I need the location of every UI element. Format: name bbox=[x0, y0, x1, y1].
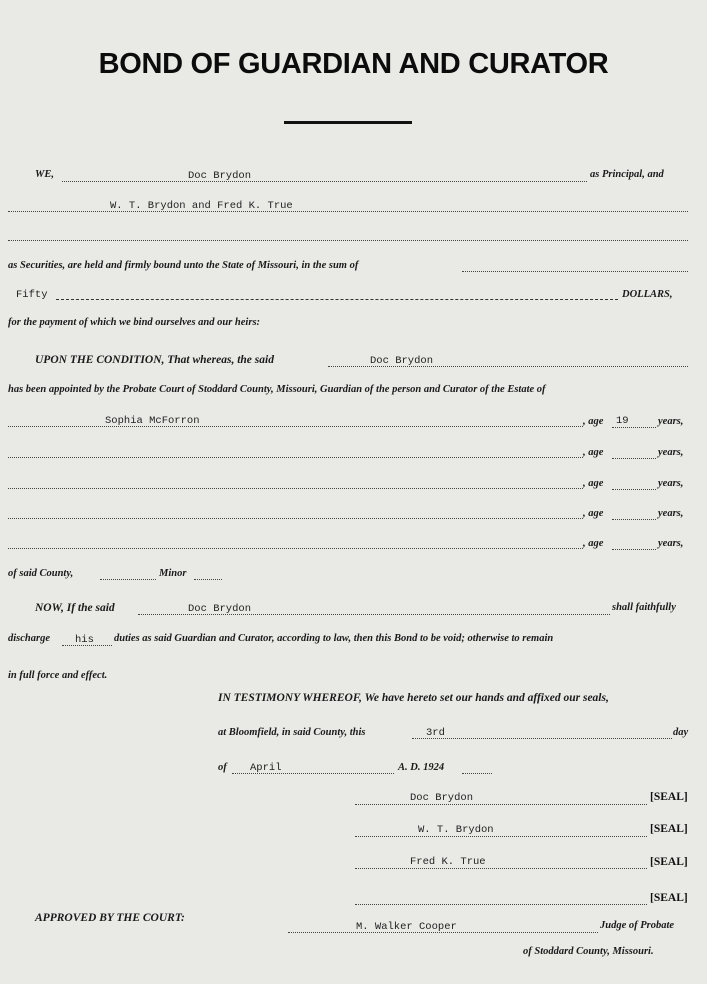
approved-label: APPROVED BY THE COURT: bbox=[35, 912, 185, 924]
now-name: Doc Brydon bbox=[188, 603, 252, 615]
blank-line-1 bbox=[8, 240, 688, 241]
signature-line-4 bbox=[355, 904, 647, 905]
ward-line-1 bbox=[8, 426, 583, 427]
seal-3: [SEAL] bbox=[650, 856, 688, 868]
sum-line bbox=[462, 271, 688, 272]
age-label-4: , age bbox=[583, 508, 604, 519]
appointed-label: has been appointed by the Probate Court of Stoddard County, Missouri, Guardian of the person and Curator of the Estate of bbox=[8, 384, 546, 395]
judge-label: Judge of Probate bbox=[600, 920, 675, 931]
day-number: 3rd bbox=[426, 727, 445, 739]
sum-dash-line bbox=[56, 299, 618, 300]
years-label-3: years, bbox=[658, 478, 684, 489]
now-if-label: NOW, If the said bbox=[35, 602, 115, 614]
seal-2: [SEAL] bbox=[650, 823, 688, 835]
said-name: Doc Brydon bbox=[370, 355, 434, 367]
years-label-1: years, bbox=[658, 416, 684, 427]
age-line-2 bbox=[612, 458, 656, 459]
title-underline bbox=[284, 121, 412, 124]
discharge-label: discharge bbox=[8, 633, 50, 644]
pronoun: his bbox=[75, 634, 94, 646]
seal-1: [SEAL] bbox=[650, 791, 688, 803]
testimony-label: IN TESTIMONY WHEREOF, We have hereto set our hands and affixed our seals, bbox=[218, 692, 609, 704]
principal-line bbox=[62, 181, 587, 182]
years-label-4: years, bbox=[658, 508, 684, 519]
month: April bbox=[250, 762, 282, 774]
ad-year-label: A. D. 1924 bbox=[398, 762, 445, 773]
signature-line-2 bbox=[355, 836, 647, 837]
ward-name: Sophia McForron bbox=[105, 415, 200, 427]
payment-label: for the payment of which we bind ourselves and our heirs: bbox=[8, 317, 261, 328]
age-line-1 bbox=[612, 427, 656, 428]
signature-line-3 bbox=[355, 868, 647, 869]
ward-line-2 bbox=[8, 457, 583, 458]
signature-line-1 bbox=[355, 804, 647, 805]
at-bloomfield-label: at Bloomfield, in said County, this bbox=[218, 727, 366, 738]
dollars-label: DOLLARS, bbox=[622, 289, 673, 300]
signer-2: W. T. Brydon bbox=[418, 824, 494, 836]
age-label-3: , age bbox=[583, 478, 604, 489]
ward-age: 19 bbox=[616, 415, 629, 427]
upon-condition-label: UPON THE CONDITION, That whereas, the said bbox=[35, 354, 274, 366]
sum-amount: Fifty bbox=[16, 289, 48, 301]
day-line bbox=[412, 738, 672, 739]
age-label-1: , age bbox=[583, 416, 604, 427]
age-label-5: , age bbox=[583, 538, 604, 549]
we-label: WE, bbox=[35, 169, 54, 180]
age-label-2: , age bbox=[583, 447, 604, 458]
principal-name: Doc Brydon bbox=[188, 170, 252, 182]
age-line-4 bbox=[612, 519, 656, 520]
full-force-label: in full force and effect. bbox=[8, 670, 108, 681]
securities-names: W. T. Brydon and Fred K. True bbox=[110, 200, 293, 212]
years-label-2: years, bbox=[658, 447, 684, 458]
age-line-3 bbox=[612, 489, 656, 490]
of-stoddard-label: of Stoddard County, Missouri. bbox=[523, 946, 654, 957]
signer-3: Fred K. True bbox=[410, 856, 486, 868]
years-label-5: years, bbox=[658, 538, 684, 549]
ward-line-3 bbox=[8, 488, 583, 489]
of-label: of bbox=[218, 762, 227, 773]
document-title: BOND OF GUARDIAN AND CURATOR bbox=[98, 48, 609, 80]
seal-4: [SEAL] bbox=[650, 892, 688, 904]
minor-line bbox=[100, 579, 156, 580]
day-label: day bbox=[673, 727, 689, 738]
year-line-tail bbox=[462, 773, 492, 774]
signer-1: Doc Brydon bbox=[410, 792, 474, 804]
as-principal-label: as Principal, and bbox=[590, 169, 664, 180]
securities-label: as Securities, are held and firmly bound unto the State of Missouri, in the sum of bbox=[8, 260, 359, 271]
ward-line-5 bbox=[8, 548, 583, 549]
minor-line-tail bbox=[194, 579, 222, 580]
duties-label: duties as said Guardian and Curator, according to law, then this Bond to be void; otherwise to remain bbox=[114, 633, 554, 644]
shall-faithfully-label: shall faithfully bbox=[612, 602, 676, 613]
age-line-5 bbox=[612, 549, 656, 550]
judge-name: M. Walker Cooper bbox=[356, 921, 457, 933]
ward-line-4 bbox=[8, 518, 583, 519]
minor-label: Minor bbox=[159, 568, 187, 579]
of-said-county-label: of said County, bbox=[8, 568, 74, 579]
